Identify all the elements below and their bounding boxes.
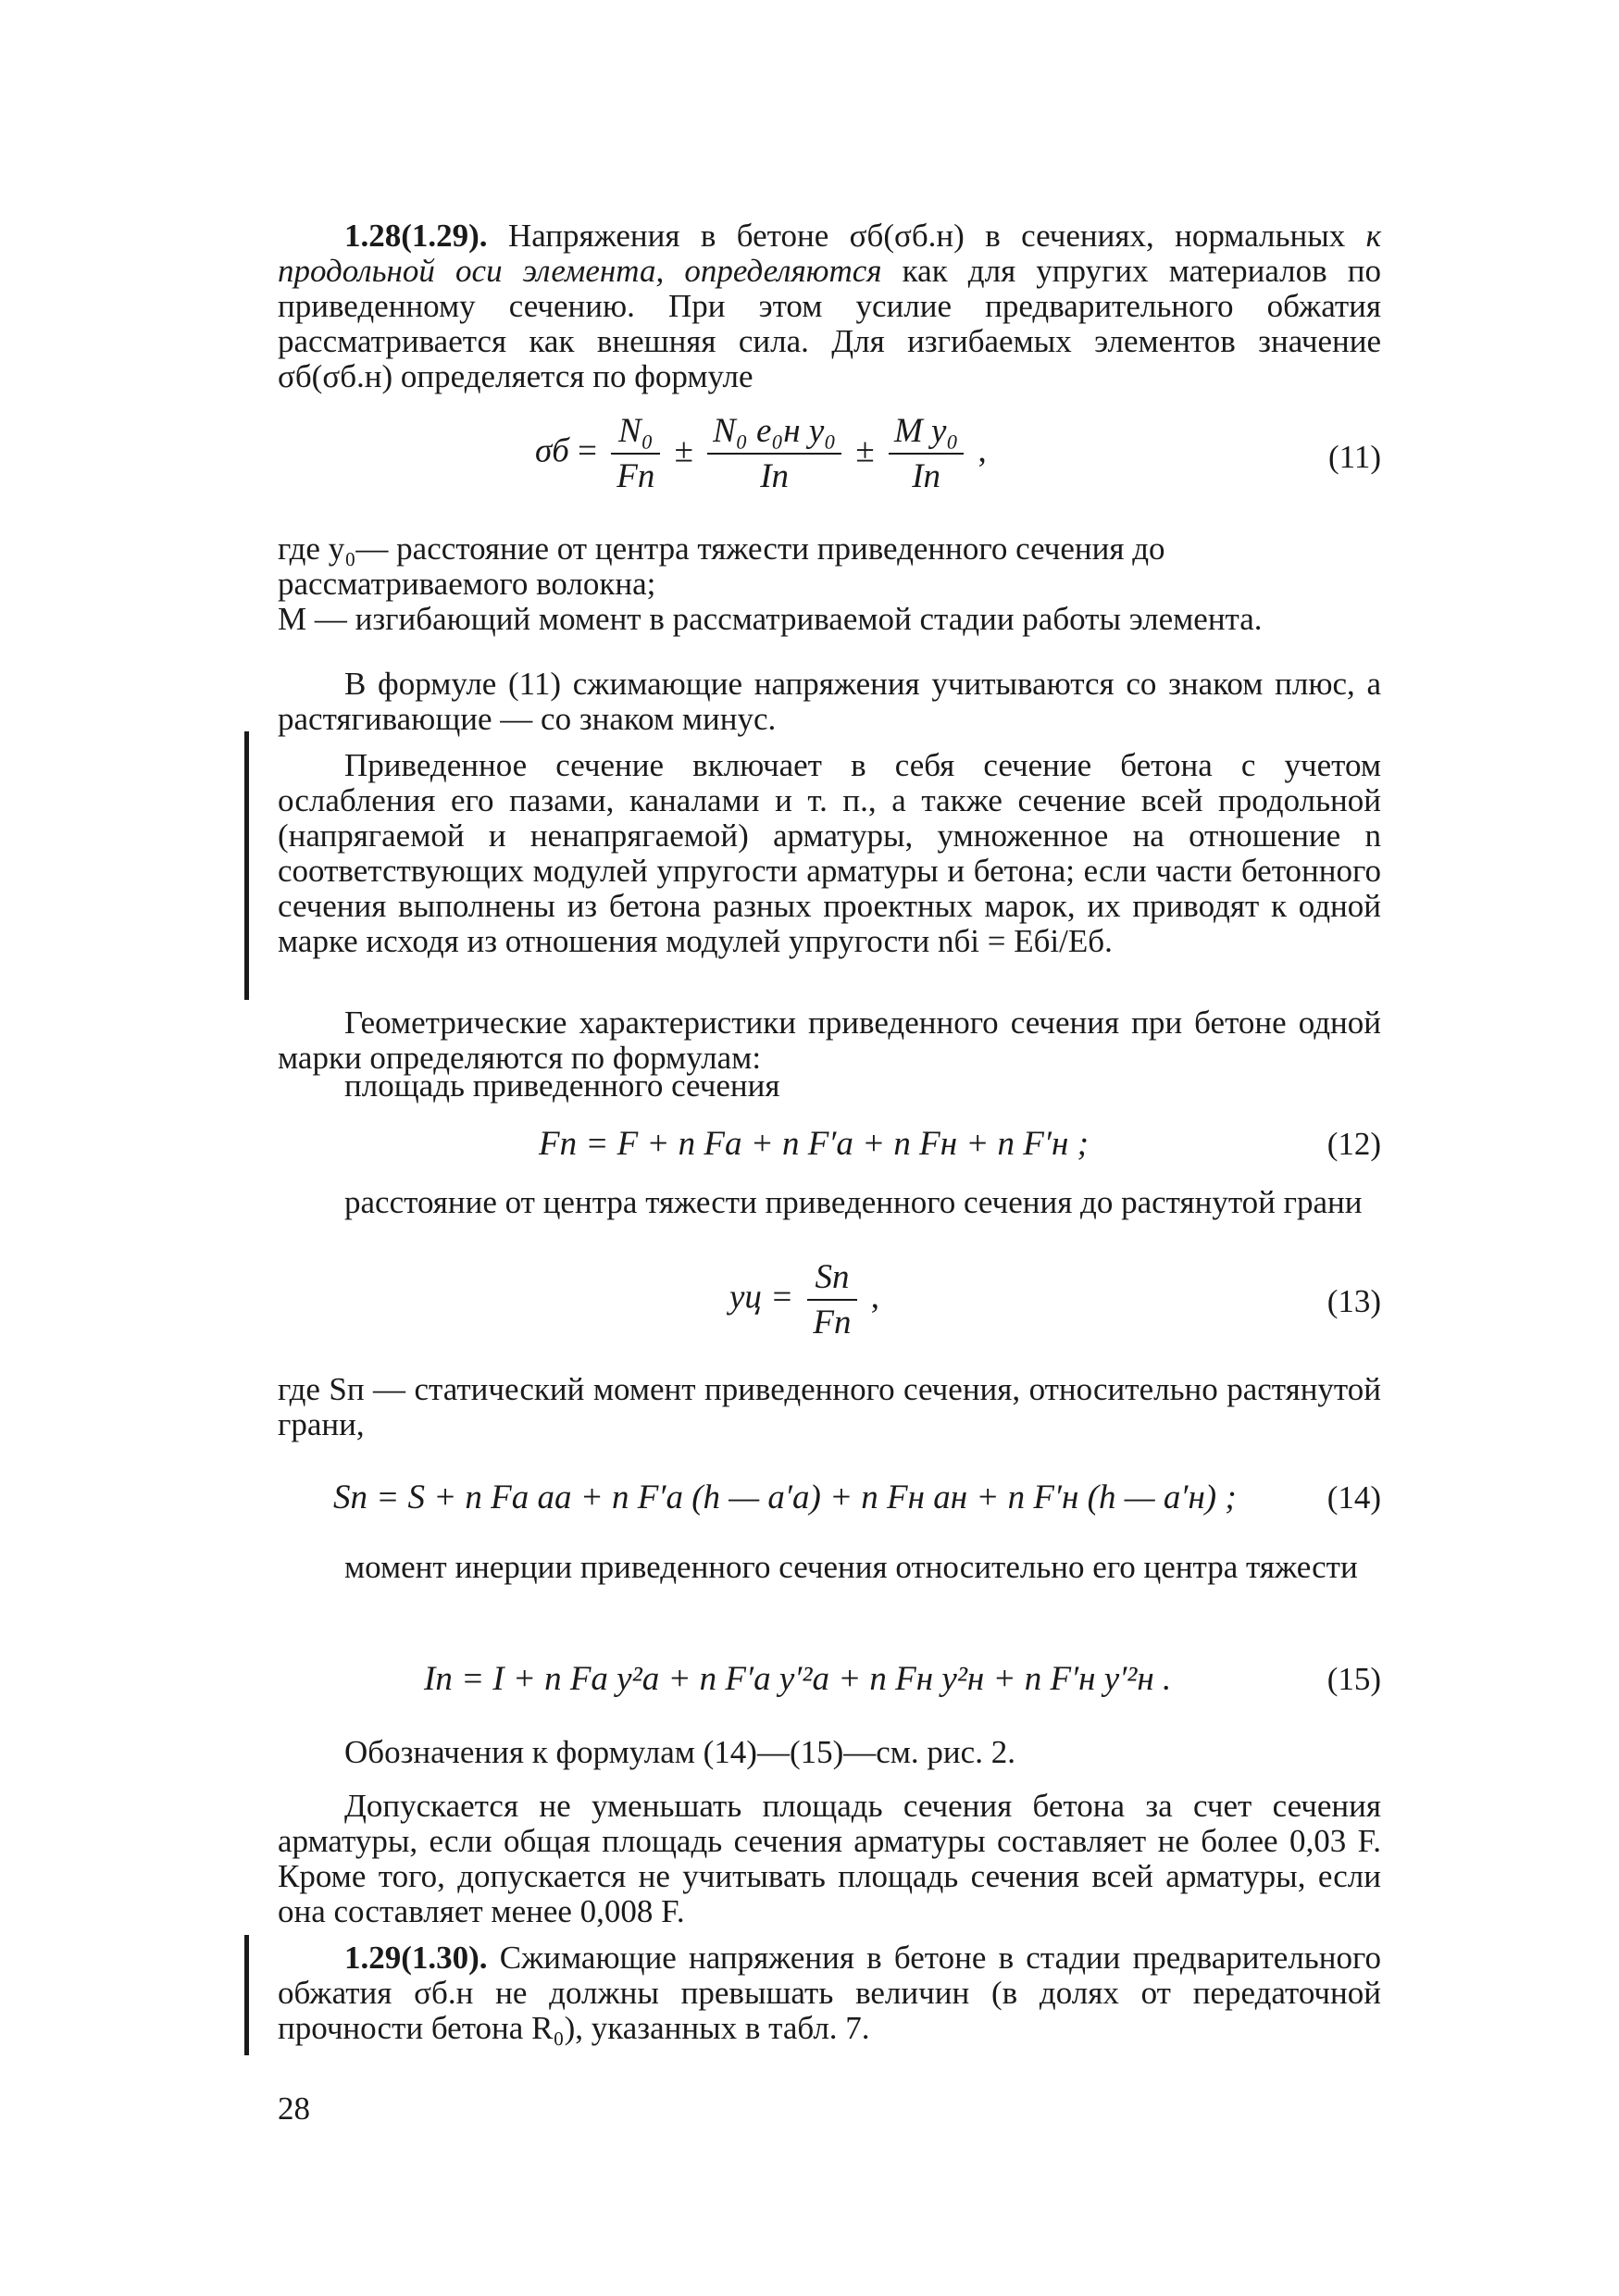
formula-11-pm1: ± xyxy=(674,431,693,470)
clause-text-italic: к продольной оси элемента, определяются xyxy=(278,218,1381,289)
formula-13-number: (13) xyxy=(1326,1283,1381,1319)
clause-1-29-text: Сжимающие напряжения в бетоне в стадии предварительного обжатия σб.н не должны превышать величин (в долях от передаточной прочности бетона R₀), указанных в табл. 7. xyxy=(278,1940,1381,2046)
paragraph-allowance xyxy=(278,1789,1381,1929)
paragraph-distance xyxy=(278,1185,1381,1220)
formula-11-num3: M y₀ xyxy=(893,412,959,450)
paragraph-inertia xyxy=(278,1550,1381,1585)
distance-text: расстояние от центра тяжести приведенного сечения до растянутой грани xyxy=(344,1184,1363,1220)
clause-number: 1.28(1.29). xyxy=(344,218,488,254)
formula-11 xyxy=(278,406,1381,517)
paragraph-1-29 xyxy=(278,1940,1381,2046)
formula-15-number: (15) xyxy=(1326,1661,1381,1697)
inertia-text: момент инерции приведенного сечения относительно его центра тяжести xyxy=(344,1549,1358,1585)
margin-change-bar-2 xyxy=(244,1935,249,2055)
formula-13 xyxy=(278,1257,1381,1368)
formula-12 xyxy=(278,1118,1381,1174)
formula-11-pm2: ± xyxy=(855,431,875,470)
formula-13-lhs: yц = xyxy=(729,1278,794,1316)
formula-13-num: Sп xyxy=(815,1258,850,1296)
formula-11-num2: N₀ e₀н y₀ xyxy=(713,412,837,450)
formula-14 xyxy=(278,1472,1381,1528)
sign-rule-text: В формуле (11) сжимающие напряжения учитываются со знаком плюс, а растягивающие — со знаком минус. xyxy=(278,666,1381,737)
formula-13-comma: , xyxy=(870,1278,879,1316)
formula-12-body: Fп = F + n Fа + n F′а + n Fн + n F′н ; xyxy=(539,1125,1089,1163)
definition-M: M — изгибающий момент в рассматриваемой стадии работы элемента. xyxy=(278,601,1263,637)
clause-number-1-29: 1.29(1.30). xyxy=(344,1940,488,1976)
formula-14-body: Sп = S + n Fа aа + n F′а (h — a′а) + n Fн aн + n F′н (h — a′н) ; xyxy=(333,1479,1237,1516)
formula-14-number: (14) xyxy=(1326,1479,1381,1516)
formula-11-den2: Iп xyxy=(707,453,841,496)
formula-11-lhs: σб xyxy=(535,431,569,470)
allowance-text: Допускается не уменьшать площадь сечения бетона за счет сечения арматуры, если общая площадь сечения арматуры составляет не более 0,03 F. Кроме того, допускается не учитывать площадь сечения всей арматуры, если она составляет менее 0,008 F. xyxy=(278,1788,1381,1929)
paragraph-reduced-section xyxy=(278,748,1381,959)
geometric-text: Геометрические характеристики приведенного сечения при бетоне одной марки определяются по формулам: xyxy=(278,1004,1381,1076)
paragraph-geometric xyxy=(278,1005,1381,1076)
paragraph-area xyxy=(278,1068,1381,1104)
formula-11-comma: , xyxy=(978,431,987,470)
formula-15-body: Iп = I + n Fа y²а + n F′а y′²а + n Fн y²н + n F′н y′²н . xyxy=(424,1660,1172,1698)
margin-change-bar xyxy=(244,731,249,1000)
formula-12-number: (12) xyxy=(1326,1126,1381,1162)
area-text: площадь приведенного сечения xyxy=(344,1067,780,1104)
paragraph-notation xyxy=(278,1735,1381,1770)
formula-15 xyxy=(278,1653,1381,1709)
static-moment-text: где Sп — статический момент приведенного сечения, относительно растянутой грани, xyxy=(278,1371,1381,1442)
paragraph-sign-rule xyxy=(278,667,1381,737)
formula-11-den1: Fп xyxy=(611,453,660,496)
definition-y0: где y₀— расстояние от центра тяжести приведенного сечения до рассматриваемого волокна; xyxy=(278,530,1165,602)
formula-13-den: Fп xyxy=(807,1299,856,1342)
clause-text-2: как для упругих материалов по приведенному сечению. При этом усилие предварительного обжатия рассматривается как внешняя сила. Для изгибаемых элементов значение σб(σб.н) определяется по формуле xyxy=(278,253,1382,394)
definitions-11 xyxy=(278,531,1381,637)
formula-11-den3: Iп xyxy=(889,453,964,496)
clause-text-1: Напряжения в бетоне σб(σб.н) в сечениях, нормальных xyxy=(487,218,1366,254)
page-number: 28 xyxy=(278,2090,310,2127)
formula-11-num1: N₀ xyxy=(618,412,654,450)
paragraph-1-28 xyxy=(278,218,1381,394)
notation-text: Обозначения к формулам (14)—(15)—см. рис. 2. xyxy=(344,1734,1015,1770)
paragraph-static-moment xyxy=(278,1372,1381,1442)
formula-11-equals: = xyxy=(578,431,597,470)
reduced-section-text: Приведенное сечение включает в себя сечение бетона с учетом ослабления его пазами, каналами и т. п., а также сечение всей продольной (напрягаемой и ненапрягаемой) арматуры, умноженное на отношение n соответствующих модулей упругости арматуры и бетона; если части бетонного сечения выполнены из бетона разных проектных марок, их приводят к одной марке исходя из отношения модулей упругости nбi = Eбi/Eб. xyxy=(278,747,1381,959)
formula-11-number: (11) xyxy=(1327,439,1381,475)
